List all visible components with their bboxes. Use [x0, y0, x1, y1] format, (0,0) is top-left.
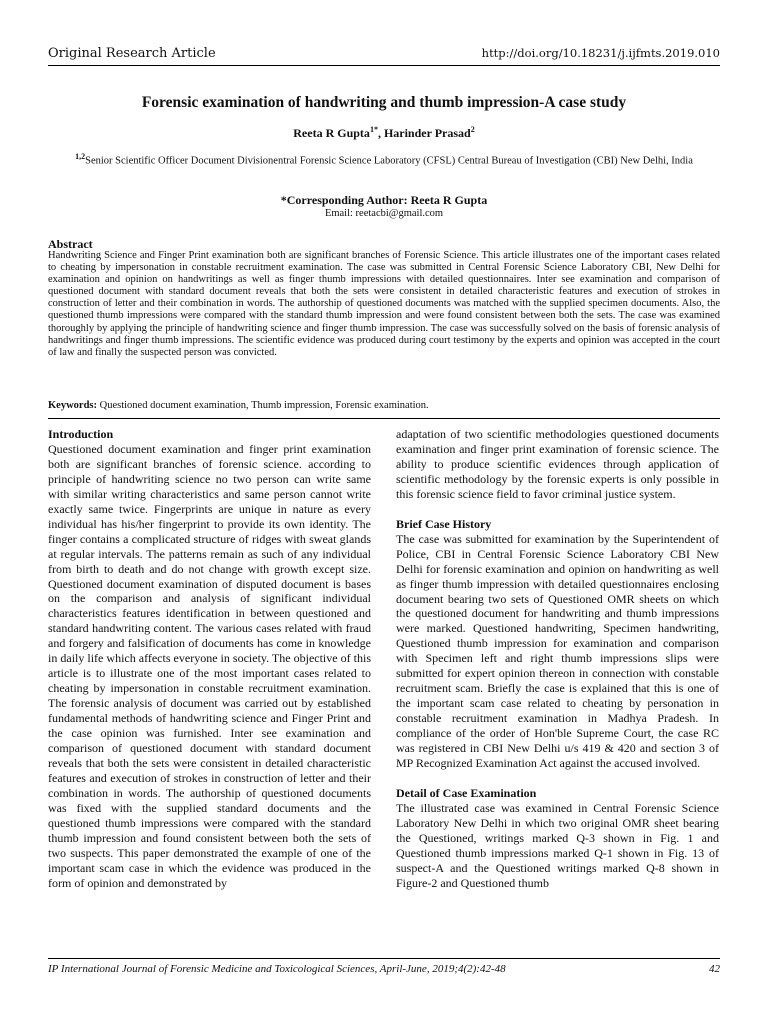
running-footer — [48, 963, 720, 975]
keywords-label: Keywords: — [48, 400, 97, 411]
authors: Reeta R Gupta$^{1*}$, Harinder Prasad$^2$ — [293, 125, 475, 140]
abstract-text: Handwriting Science and Finger Print examination both are significant branches of Forensic Science. This article illustrates one of the important cases related to cheating by impersonation in constable recruitment examination. The case was submitted in Central Forensic Science Laboratory CBI, New Delhi for examination and opinion on handwritings as well as finger thumb impressions with detailed questionnaires. Inter see examination and comparison of questioned document with standard document reveals that both the sets were consistent in detailed characteristic features and execution of strokes in construction of letter and their combination in words. The authorship of questioned documents was matched with the supplied specimen documents. Also, the questioned thumb impressions were compared with the standard thumb impression and were found consistent between both the sets. The case was examined thoroughly by applying the principle of handwriting science and finger thumb impression. The case was successfully solved on the basis of forensic analysis of handwritings and finger thumb impressions. The scientific evidence was produced during court testimony by the experts and opinion was accepted in the court of law and finally the suspected person was convicted. — [48, 250, 720, 358]
left-column — [48, 427, 371, 891]
affiliation — [60, 150, 708, 168]
keywords-rule — [48, 418, 720, 419]
introduction-continuation: adaptation of two scientific methodologies questioned documents examination and finger print examination of forensic science. The ability to produce scientific evidences through application of scientific methodology by the forensic experts is only possible in this forensic science field to favor criminal justice system. — [396, 427, 719, 501]
paper-title: Forensic examination of handwriting and thumb impression-A case study — [141, 94, 627, 111]
doi-link[interactable]: http://doi.org/10.18231/j.ijfmts.2019.010 — [481, 46, 720, 60]
corresponding-author: *Corresponding Author: Reeta R Gupta — [280, 193, 488, 207]
journal-citation: IP International Journal of Forensic Medicine and Toxicological Sciences, April-June, 2019;4(2):42-48 — [48, 963, 506, 975]
brief-case-history-heading: Brief Case History — [396, 516, 492, 531]
right-column — [396, 427, 719, 891]
page-number: 42 — [709, 963, 720, 975]
affiliation-marker: 1,2 — [75, 152, 86, 161]
brief-case-history-text: The case was submitted for examination by the Superintendent of Police, CBI in Central Forensic Science Laboratory CBI New Delhi for forensic examination and opinion on handwriting as well as finger thumb impression with detailed questionnaires enclosing document bearing two sets of Questioned OMR sheets on which the questioned document for handwriting and thumb impressions were marked. Questioned handwriting, Specimen handwriting, Questioned thumb impression for examination and comparison with Specimen left and right thumb impressions slips were submitted for expert opinion thereon in connection with constable recruitment scam. Briefly the case is explained that this is one of the important scam case related to cheating by personation in constable recruitment examination in Madhya Pradesh. In compliance of the order of Hon'ble Supreme Court, the case RC was registered in CBI New Delhi u/s 419 & 420 and section 3 of MP Recognized Examination Act against the accused involved. — [396, 531, 719, 771]
footer-rule — [48, 958, 720, 959]
introduction-heading: Introduction — [48, 427, 114, 441]
article-type: Original Research Article — [48, 46, 216, 61]
keywords — [48, 400, 720, 411]
case-examination-heading: Detail of Case Examination — [396, 785, 537, 800]
abstract-heading: Abstract — [48, 237, 93, 251]
case-examination-text: The illustrated case was examined in Central Forensic Science Laboratory New Delhi in which two original OMR sheet bearing the Questioned, writings marked Q-3 shown in Fig. 1 and Questioned thumb impressions marked Q-1 shown in Fig. 13 of suspect-A and the Questioned writings marked Q-8 shown in Figure-2 and Questioned thumb — [396, 800, 719, 890]
keywords-text: Questioned document examination, Thumb impression, Forensic examination. — [99, 400, 429, 411]
introduction-text: Questioned document examination and finger print examination both are significant branches of forensic science. according to principle of handwriting science no two person can write same with similar writing characteristics and same person cannot write exactly same twice. Fingerprints are unique in nature as every individual has his/her fingerprint to provide its own identity. The finger contains a complicated structure of ridges with sweat glands at regular intervals. The patterns remain as such of any individual from birth to death and do not change with growth except size. Questioned document examination of disputed document is bases on the comparison and analysis of significant individual characteristics features identification in between questioned and standard handwriting content. The various cases related with fraud and forgery and falsification of documents has come in knowledge in daily life which affects everyone in society. The objective of this article is to illustrate one of the most important cases related to cheating by impersonation in constable recruitment examination. The forensic analysis of document was carried out by established fundamental methods of handwriting science and Finger Print and the case opinion was furnished. Inter see examination and comparison of questioned document with standard document reveals that both the sets were consistent in detailed characteristic features and execution of strokes in construction of letter and their combination in words. The authorship of questioned documents was fixed with the supplied standard documents and the questioned thumb impressions were compared with the standard thumb impression and found consistent between both the sets of two suspects. This paper demonstrated the example of one of the important scam case in which the evidence was produced in the form of opinion and demonstrated by — [48, 441, 371, 890]
header-rule — [48, 65, 720, 66]
author-email: Email: reetacbi@gmail.com — [324, 208, 444, 219]
affiliation-text: Senior Scientific Officer Document Divisionentral Forensic Science Laboratory (CFSL) Central Bureau of Investigation (CBI) New Delhi, India — [85, 155, 693, 167]
